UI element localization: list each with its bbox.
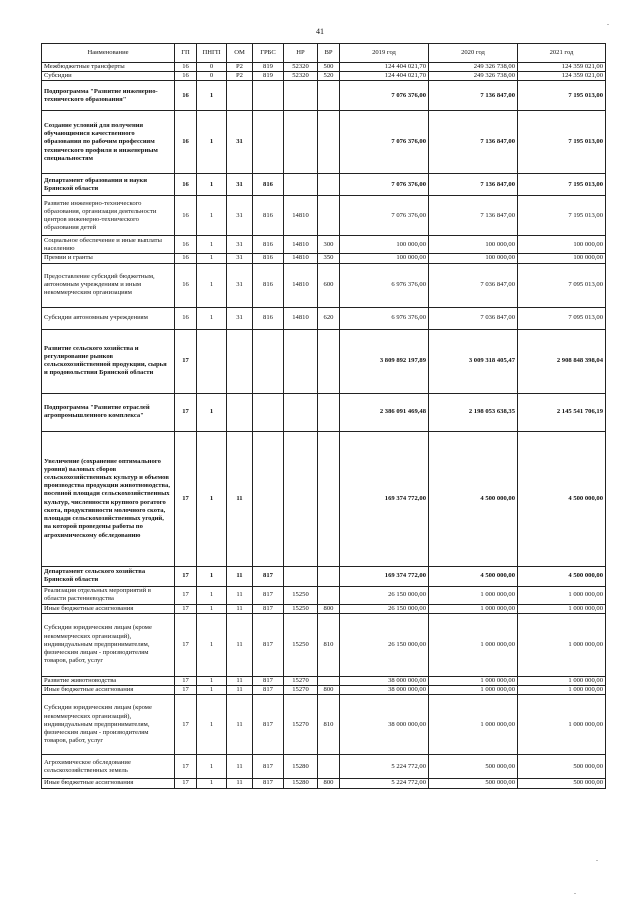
cell-gp: 17 <box>175 431 197 566</box>
cell-2021: 7 195 013,00 <box>518 174 606 196</box>
cell-2020: 7 136 847,00 <box>429 111 518 174</box>
cell-vr <box>318 431 340 566</box>
table-row <box>42 236 606 254</box>
cell-grbs <box>253 81 284 111</box>
cell-grbs: 816 <box>253 263 284 307</box>
cell-pngp: 1 <box>197 254 227 263</box>
cell-nr: 14810 <box>284 254 318 263</box>
cell-name: Иные бюджетные ассигнования <box>42 779 175 788</box>
cell-grbs: 817 <box>253 695 284 755</box>
cell-grbs <box>253 329 284 393</box>
cell-2021: 1 000 000,00 <box>518 586 606 604</box>
cell-vr <box>318 111 340 174</box>
cell-2020: 249 326 738,00 <box>429 63 518 72</box>
cell-2019: 6 976 376,00 <box>340 307 429 329</box>
cell-2020: 1 000 000,00 <box>429 613 518 676</box>
cell-grbs: 817 <box>253 604 284 613</box>
cell-om: 11 <box>227 431 253 566</box>
cell-gp: 16 <box>175 174 197 196</box>
cell-om: 11 <box>227 779 253 788</box>
cell-2021: 4 500 000,00 <box>518 431 606 566</box>
cell-vr <box>318 196 340 236</box>
cell-2021: 7 195 013,00 <box>518 196 606 236</box>
table-row <box>42 254 606 263</box>
table-row <box>42 431 606 566</box>
cell-2019: 26 150 000,00 <box>340 604 429 613</box>
cell-om: 11 <box>227 613 253 676</box>
cell-pngp: 1 <box>197 196 227 236</box>
cell-2019: 38 000 000,00 <box>340 686 429 695</box>
cell-nr: 15270 <box>284 676 318 685</box>
cell-om: 11 <box>227 586 253 604</box>
cell-nr <box>284 431 318 566</box>
cell-gp: 17 <box>175 755 197 779</box>
header-pngp: ПНГП <box>197 44 227 63</box>
cell-2021: 7 195 013,00 <box>518 111 606 174</box>
cell-name: Премии и гранты <box>42 254 175 263</box>
table-row <box>42 676 606 685</box>
cell-2020: 2 198 053 638,35 <box>429 393 518 431</box>
cell-2021: 7 095 013,00 <box>518 307 606 329</box>
cell-gp: 16 <box>175 72 197 81</box>
cell-nr: 15280 <box>284 779 318 788</box>
cell-om: 31 <box>227 174 253 196</box>
cell-vr <box>318 566 340 586</box>
cell-vr <box>318 174 340 196</box>
cell-vr: 620 <box>318 307 340 329</box>
cell-nr <box>284 393 318 431</box>
header-vr: ВР <box>318 44 340 63</box>
cell-2019: 124 404 021,70 <box>340 63 429 72</box>
cell-om: 31 <box>227 196 253 236</box>
table-body <box>42 63 606 789</box>
cell-2020: 1 000 000,00 <box>429 686 518 695</box>
cell-pngp: 1 <box>197 586 227 604</box>
cell-grbs: 817 <box>253 566 284 586</box>
cell-pngp: 1 <box>197 686 227 695</box>
cell-pngp: 1 <box>197 755 227 779</box>
cell-2020: 100 000,00 <box>429 254 518 263</box>
cell-vr: 500 <box>318 63 340 72</box>
cell-2021: 1 000 000,00 <box>518 676 606 685</box>
cell-2020: 500 000,00 <box>429 755 518 779</box>
page-number: 41 <box>316 27 324 36</box>
cell-vr: 800 <box>318 604 340 613</box>
cell-2019: 7 076 376,00 <box>340 196 429 236</box>
cell-2021: 1 000 000,00 <box>518 695 606 755</box>
cell-2020: 500 000,00 <box>429 779 518 788</box>
cell-2021: 1 000 000,00 <box>518 613 606 676</box>
cell-om <box>227 393 253 431</box>
table-row <box>42 695 606 755</box>
cell-name: Предоставление субсидий бюджетным, автономным учреждениям и иным некоммерческим организациям <box>42 263 175 307</box>
cell-2020: 249 326 738,00 <box>429 72 518 81</box>
cell-2021: 2 908 848 398,04 <box>518 329 606 393</box>
cell-2019: 3 809 892 197,89 <box>340 329 429 393</box>
cell-2019: 5 224 772,00 <box>340 779 429 788</box>
header-2020: 2020 год <box>429 44 518 63</box>
cell-vr <box>318 329 340 393</box>
cell-2020: 1 000 000,00 <box>429 695 518 755</box>
cell-gp: 17 <box>175 779 197 788</box>
cell-vr: 350 <box>318 254 340 263</box>
cell-2020: 3 009 318 405,47 <box>429 329 518 393</box>
cell-om: 31 <box>227 307 253 329</box>
cell-nr <box>284 81 318 111</box>
cell-name: Увеличение (сохранение оптимального уровня) валовых сборов сельскохозяйственных культур и объемов производства продукции животноводства, посевной площади сельскохозяйственных культур, численности крупного рогатого скота, продуктивности молочного скота, площади сельскохозяйственных угодий, на которой проведены работы по агрохимическому обследованию <box>42 431 175 566</box>
cell-2019: 26 150 000,00 <box>340 586 429 604</box>
header-name: Наименование <box>42 44 175 63</box>
cell-name: Агрохимическое обследование сельскохозяйственных земель <box>42 755 175 779</box>
cell-nr: 52320 <box>284 63 318 72</box>
cell-2021: 7 095 013,00 <box>518 263 606 307</box>
header-2019: 2019 год <box>340 44 429 63</box>
cell-vr: 300 <box>318 236 340 254</box>
cell-nr <box>284 329 318 393</box>
cell-nr: 14810 <box>284 307 318 329</box>
cell-name: Развитие сельского хозяйства и регулирование рынков сельскохозяйственной продукции, сырья и продовольствия Брянской области <box>42 329 175 393</box>
cell-vr <box>318 393 340 431</box>
table-row <box>42 329 606 393</box>
cell-pngp: 1 <box>197 81 227 111</box>
cell-2019: 26 150 000,00 <box>340 613 429 676</box>
scan-speck <box>607 24 609 25</box>
cell-name: Реализация отдельных мероприятий в области растениеводства <box>42 586 175 604</box>
cell-pngp: 1 <box>197 431 227 566</box>
table-row <box>42 263 606 307</box>
cell-name: Развитие животноводства <box>42 676 175 685</box>
cell-gp: 16 <box>175 81 197 111</box>
cell-gp: 17 <box>175 566 197 586</box>
cell-pngp: 1 <box>197 236 227 254</box>
cell-om <box>227 81 253 111</box>
table-row <box>42 307 606 329</box>
cell-pngp: 0 <box>197 63 227 72</box>
cell-pngp: 0 <box>197 72 227 81</box>
cell-2019: 100 000,00 <box>340 236 429 254</box>
table-header-row <box>42 44 606 63</box>
cell-gp: 16 <box>175 236 197 254</box>
cell-nr: 15280 <box>284 755 318 779</box>
cell-2019: 5 224 772,00 <box>340 755 429 779</box>
cell-om: P2 <box>227 72 253 81</box>
cell-2021: 124 359 021,00 <box>518 72 606 81</box>
cell-gp: 16 <box>175 196 197 236</box>
cell-2021: 1 000 000,00 <box>518 686 606 695</box>
cell-om: P2 <box>227 63 253 72</box>
cell-grbs <box>253 393 284 431</box>
cell-name: Социальное обеспечение и иные выплаты населению <box>42 236 175 254</box>
table-row <box>42 72 606 81</box>
cell-vr <box>318 755 340 779</box>
cell-gp: 16 <box>175 63 197 72</box>
cell-2019: 6 976 376,00 <box>340 263 429 307</box>
cell-om: 11 <box>227 566 253 586</box>
cell-gp: 17 <box>175 586 197 604</box>
cell-name: Иные бюджетные ассигнования <box>42 604 175 613</box>
budget-table <box>41 43 606 789</box>
cell-2019: 2 386 091 469,48 <box>340 393 429 431</box>
cell-name: Субсидии автономным учреждениям <box>42 307 175 329</box>
header-nr: НР <box>284 44 318 63</box>
cell-name: Субсидии юридическим лицам (кроме некоммерческих организаций), индивидуальным предпринимателям, физическим лицам - производителям товаров, работ, услуг <box>42 695 175 755</box>
cell-vr: 810 <box>318 613 340 676</box>
cell-vr: 800 <box>318 686 340 695</box>
cell-gp: 17 <box>175 604 197 613</box>
cell-grbs: 816 <box>253 236 284 254</box>
table-row <box>42 196 606 236</box>
cell-pngp: 1 <box>197 604 227 613</box>
cell-2019: 124 404 021,70 <box>340 72 429 81</box>
cell-nr: 14810 <box>284 263 318 307</box>
table-row <box>42 604 606 613</box>
cell-nr: 15270 <box>284 686 318 695</box>
cell-2021: 500 000,00 <box>518 779 606 788</box>
cell-pngp: 1 <box>197 263 227 307</box>
cell-om: 11 <box>227 755 253 779</box>
cell-vr <box>318 586 340 604</box>
cell-2021: 100 000,00 <box>518 254 606 263</box>
cell-om: 31 <box>227 263 253 307</box>
cell-nr <box>284 566 318 586</box>
cell-gp: 16 <box>175 263 197 307</box>
cell-name: Департамент сельского хозяйства Брянской области <box>42 566 175 586</box>
cell-om: 11 <box>227 695 253 755</box>
cell-2020: 7 136 847,00 <box>429 81 518 111</box>
cell-nr: 15250 <box>284 586 318 604</box>
cell-pngp: 1 <box>197 174 227 196</box>
cell-om <box>227 329 253 393</box>
cell-2019: 7 076 376,00 <box>340 174 429 196</box>
cell-2020: 7 036 847,00 <box>429 263 518 307</box>
cell-name: Создание условий для получения обучающимися качественного образования по рабочим профессиям технического профиля и инженерным специальностям <box>42 111 175 174</box>
cell-2019: 38 000 000,00 <box>340 676 429 685</box>
cell-2020: 4 500 000,00 <box>429 431 518 566</box>
table-row <box>42 755 606 779</box>
cell-gp: 16 <box>175 307 197 329</box>
cell-nr: 15250 <box>284 604 318 613</box>
cell-vr: 800 <box>318 779 340 788</box>
cell-vr: 810 <box>318 695 340 755</box>
cell-pngp: 1 <box>197 566 227 586</box>
cell-name: Подпрограмма "Развитие инженерно-технического образования" <box>42 81 175 111</box>
cell-grbs: 817 <box>253 755 284 779</box>
table-row <box>42 81 606 111</box>
cell-2019: 100 000,00 <box>340 254 429 263</box>
cell-vr <box>318 676 340 685</box>
cell-nr: 14810 <box>284 236 318 254</box>
cell-nr: 15250 <box>284 613 318 676</box>
cell-2021: 2 145 541 706,19 <box>518 393 606 431</box>
cell-2021: 7 195 013,00 <box>518 81 606 111</box>
cell-gp: 17 <box>175 676 197 685</box>
cell-2019: 169 374 772,00 <box>340 566 429 586</box>
cell-gp: 17 <box>175 695 197 755</box>
table-row <box>42 779 606 788</box>
cell-nr <box>284 111 318 174</box>
cell-grbs: 816 <box>253 196 284 236</box>
scan-speck <box>596 860 598 861</box>
cell-name: Развитие инженерно-технического образования, организация деятельности центров инженерно-технического образования детей <box>42 196 175 236</box>
cell-2021: 124 359 021,00 <box>518 63 606 72</box>
cell-2019: 169 374 772,00 <box>340 431 429 566</box>
cell-om: 31 <box>227 254 253 263</box>
cell-pngp: 1 <box>197 676 227 685</box>
cell-gp: 16 <box>175 254 197 263</box>
cell-grbs: 819 <box>253 63 284 72</box>
cell-nr: 52320 <box>284 72 318 81</box>
scan-speck <box>574 893 576 894</box>
header-grbs: ГРБС <box>253 44 284 63</box>
cell-om: 11 <box>227 676 253 685</box>
cell-2019: 7 076 376,00 <box>340 111 429 174</box>
table-row <box>42 174 606 196</box>
cell-grbs: 817 <box>253 676 284 685</box>
cell-name: Департамент образования и науки Брянской области <box>42 174 175 196</box>
cell-2021: 4 500 000,00 <box>518 566 606 586</box>
header-gp: ГП <box>175 44 197 63</box>
cell-grbs: 817 <box>253 586 284 604</box>
cell-pngp: 1 <box>197 111 227 174</box>
cell-2019: 7 076 376,00 <box>340 81 429 111</box>
cell-om: 11 <box>227 686 253 695</box>
cell-grbs: 816 <box>253 307 284 329</box>
cell-om: 31 <box>227 236 253 254</box>
table-row <box>42 613 606 676</box>
cell-name: Межбюджетные трансферты <box>42 63 175 72</box>
table-row <box>42 586 606 604</box>
cell-grbs <box>253 431 284 566</box>
cell-2020: 4 500 000,00 <box>429 566 518 586</box>
cell-grbs: 816 <box>253 254 284 263</box>
cell-2020: 1 000 000,00 <box>429 676 518 685</box>
cell-gp: 17 <box>175 329 197 393</box>
cell-gp: 17 <box>175 393 197 431</box>
cell-name: Подпрограмма "Развитие отраслей агропромышленного комплекса" <box>42 393 175 431</box>
cell-grbs: 819 <box>253 72 284 81</box>
cell-2020: 1 000 000,00 <box>429 586 518 604</box>
cell-om: 11 <box>227 604 253 613</box>
table-row <box>42 111 606 174</box>
cell-nr <box>284 174 318 196</box>
cell-grbs <box>253 111 284 174</box>
cell-2021: 500 000,00 <box>518 755 606 779</box>
cell-vr <box>318 81 340 111</box>
cell-2020: 7 036 847,00 <box>429 307 518 329</box>
cell-gp: 17 <box>175 686 197 695</box>
table-row <box>42 686 606 695</box>
cell-grbs: 817 <box>253 686 284 695</box>
header-om: ОМ <box>227 44 253 63</box>
table-row <box>42 393 606 431</box>
cell-2020: 100 000,00 <box>429 236 518 254</box>
cell-pngp: 1 <box>197 307 227 329</box>
cell-2019: 38 000 000,00 <box>340 695 429 755</box>
cell-grbs: 816 <box>253 174 284 196</box>
cell-vr: 520 <box>318 72 340 81</box>
cell-om: 31 <box>227 111 253 174</box>
cell-2020: 7 136 847,00 <box>429 196 518 236</box>
cell-name: Субсидии <box>42 72 175 81</box>
cell-2020: 1 000 000,00 <box>429 604 518 613</box>
cell-vr: 600 <box>318 263 340 307</box>
cell-nr: 15270 <box>284 695 318 755</box>
cell-name: Субсидии юридическим лицам (кроме некоммерческих организаций), индивидуальным предпринимателям, физическим лицам - производителям товаров, работ, услуг <box>42 613 175 676</box>
cell-nr: 14810 <box>284 196 318 236</box>
cell-2020: 7 136 847,00 <box>429 174 518 196</box>
header-2021: 2021 год <box>518 44 606 63</box>
cell-2021: 1 000 000,00 <box>518 604 606 613</box>
cell-pngp: 1 <box>197 613 227 676</box>
cell-grbs: 817 <box>253 613 284 676</box>
table-row <box>42 566 606 586</box>
cell-pngp: 1 <box>197 695 227 755</box>
cell-grbs: 817 <box>253 779 284 788</box>
cell-pngp: 1 <box>197 779 227 788</box>
cell-gp: 16 <box>175 111 197 174</box>
cell-gp: 17 <box>175 613 197 676</box>
cell-pngp: 1 <box>197 393 227 431</box>
table-row <box>42 63 606 72</box>
cell-2021: 100 000,00 <box>518 236 606 254</box>
cell-name: Иные бюджетные ассигнования <box>42 686 175 695</box>
cell-pngp <box>197 329 227 393</box>
